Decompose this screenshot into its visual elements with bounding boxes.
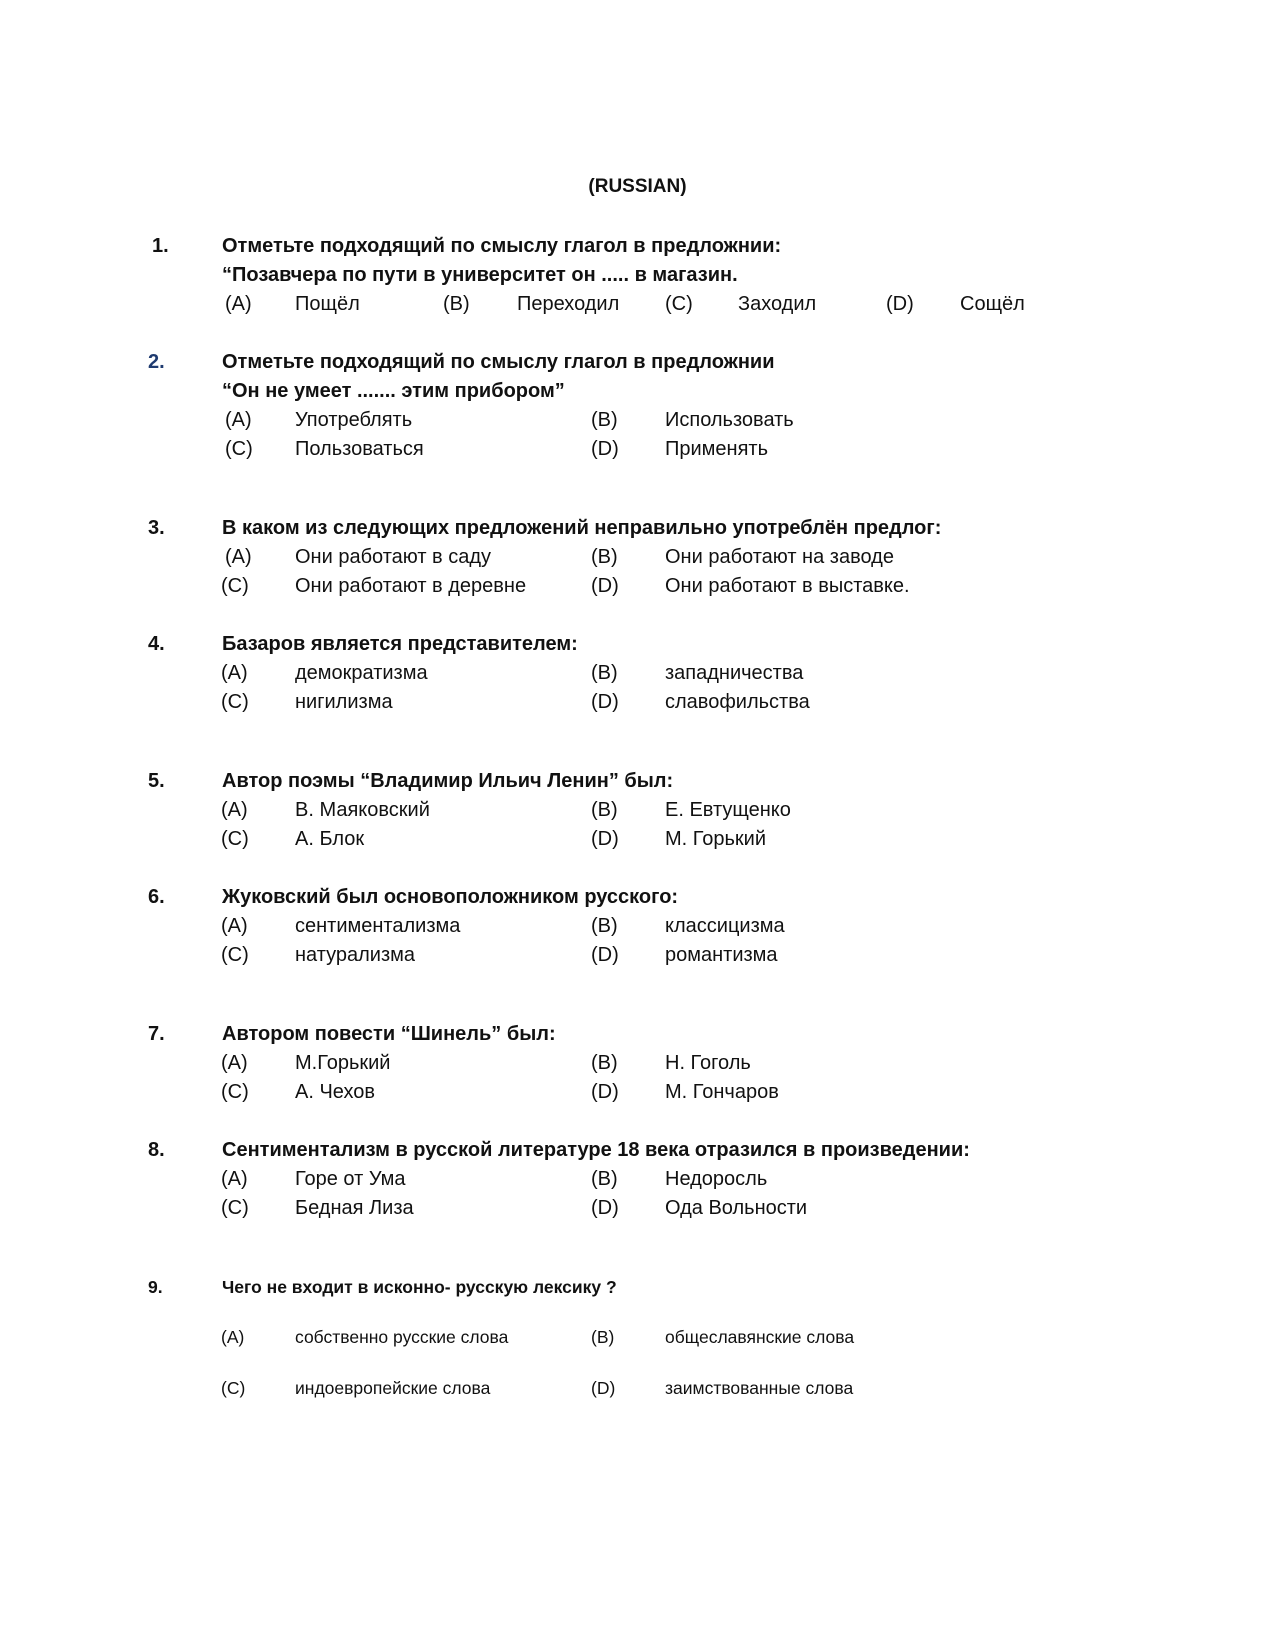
option-text-a: Пощёл: [295, 293, 360, 315]
option-text-d: М. Горький: [665, 828, 767, 850]
option-label-d: (D): [886, 293, 914, 315]
option-label-b: (B): [591, 662, 618, 684]
question-number: 4.: [148, 633, 165, 655]
question-stem-line: Автором повести “Шинель” был:: [222, 1023, 556, 1045]
option-text-c: Бедная Лиза: [295, 1197, 414, 1219]
option-text-b: Переходил: [517, 293, 620, 315]
option-text-a: М.Горький: [295, 1052, 391, 1074]
option-text-a: Они работают в саду: [295, 546, 492, 568]
option-text-c: Пользоваться: [295, 438, 424, 460]
option-label-c: (C): [221, 828, 249, 850]
option-label-c: (C): [665, 293, 693, 315]
option-text-d: Сощёл: [960, 293, 1025, 315]
option-text-a: демократизма: [295, 662, 428, 684]
question-number: 6.: [148, 886, 165, 908]
option-text-b: Использовать: [665, 409, 794, 431]
option-label-c: (C): [221, 944, 249, 966]
question-number: 3.: [148, 517, 165, 539]
option-label-d: (D): [591, 1081, 619, 1103]
option-label-d: (D): [591, 438, 619, 460]
question-stem-line: Отметьте подходящий по смыслу глагол в предложнии: [222, 351, 775, 373]
question-stem-line: Жуковский был основоположником русского:: [222, 886, 679, 908]
option-label-a: (A): [221, 1327, 245, 1347]
option-text-c: А. Чехов: [295, 1081, 375, 1103]
question-number: 1.: [152, 235, 169, 257]
option-label-b: (B): [591, 1327, 615, 1347]
option-text-c: натурализма: [295, 944, 416, 966]
option-label-b: (B): [443, 293, 470, 315]
option-text-d: М. Гончаров: [665, 1081, 779, 1103]
question-number: 5.: [148, 770, 165, 792]
option-text-b: Они работают на заводе: [665, 546, 894, 568]
option-text-d: Они работают в выставке.: [665, 575, 910, 597]
option-text-d: заимствованные слова: [665, 1378, 854, 1398]
option-text-c: Они работают в деревне: [295, 575, 527, 597]
option-label-a: (A): [225, 293, 252, 315]
question-stem-line: “Он не умеет ....... этим прибором”: [222, 380, 565, 402]
option-text-c: нигилизма: [295, 691, 393, 713]
question-stem-line: В каком из следующих предложений неправильно употреблён предлог:: [222, 517, 942, 539]
option-label-c: (C): [221, 575, 249, 597]
option-label-d: (D): [591, 1197, 619, 1219]
option-text-c: индоевропейские слова: [295, 1378, 491, 1398]
option-text-a: В. Маяковский: [295, 799, 430, 821]
option-label-c: (C): [221, 1197, 249, 1219]
option-text-a: сентиментализма: [295, 915, 461, 937]
option-label-c: (C): [225, 438, 253, 460]
option-text-a: собственно русские слова: [295, 1327, 509, 1347]
option-label-c: (C): [221, 1378, 246, 1398]
option-label-b: (B): [591, 1052, 618, 1074]
question-stem-line: Чего не входит в исконно- русскую лексику ?: [222, 1277, 617, 1297]
option-label-a: (A): [225, 546, 252, 568]
question-number: 8.: [148, 1139, 165, 1161]
option-text-c: А. Блок: [295, 828, 365, 850]
option-label-a: (A): [221, 799, 248, 821]
option-text-a: Употреблять: [295, 409, 413, 431]
option-text-d: Ода Вольности: [665, 1197, 808, 1219]
option-label-d: (D): [591, 944, 619, 966]
option-label-b: (B): [591, 915, 618, 937]
option-text-b: классицизма: [665, 915, 785, 937]
option-label-d: (D): [591, 1378, 616, 1398]
option-label-a: (A): [225, 409, 252, 431]
option-label-d: (D): [591, 691, 619, 713]
option-label-d: (D): [591, 575, 619, 597]
page-title: (RUSSIAN): [588, 176, 687, 197]
question-number: 7.: [148, 1023, 165, 1045]
option-label-d: (D): [591, 828, 619, 850]
question-number: 9.: [148, 1277, 163, 1297]
option-text-c: Заходил: [738, 293, 817, 315]
option-text-d: Применять: [665, 438, 768, 460]
option-text-d: славофильства: [665, 691, 810, 713]
question-stem-line: Отметьте подходящий по смыслу глагол в предложнии:: [222, 235, 782, 257]
option-label-c: (C): [221, 1081, 249, 1103]
option-label-b: (B): [591, 799, 618, 821]
option-text-a: Горе от Ума: [295, 1168, 406, 1190]
option-label-a: (A): [221, 915, 248, 937]
option-text-b: Е. Евтущенко: [665, 799, 791, 821]
option-label-b: (B): [591, 546, 618, 568]
question-stem-line: Сентиментализм в русской литературе 18 века отразился в произведении:: [222, 1139, 970, 1161]
option-label-b: (B): [591, 409, 618, 431]
option-label-a: (A): [221, 1052, 248, 1074]
question-number: 2.: [148, 351, 165, 373]
question-stem-line: Автор поэмы “Владимир Ильич Ленин” был:: [222, 770, 674, 792]
option-text-b: общеславянские слова: [665, 1327, 855, 1347]
option-text-b: Н. Гоголь: [665, 1052, 751, 1074]
option-text-d: романтизма: [665, 944, 778, 966]
option-label-a: (A): [221, 1168, 248, 1190]
option-label-b: (B): [591, 1168, 618, 1190]
option-label-a: (A): [221, 662, 248, 684]
option-label-c: (C): [221, 691, 249, 713]
question-stem-line: “Позавчера по пути в университет он ..... в магазин.: [222, 264, 738, 286]
option-text-b: Недоросль: [665, 1168, 768, 1190]
question-stem-line: Базаров является представителем:: [222, 633, 578, 655]
option-text-b: западничества: [665, 662, 804, 684]
